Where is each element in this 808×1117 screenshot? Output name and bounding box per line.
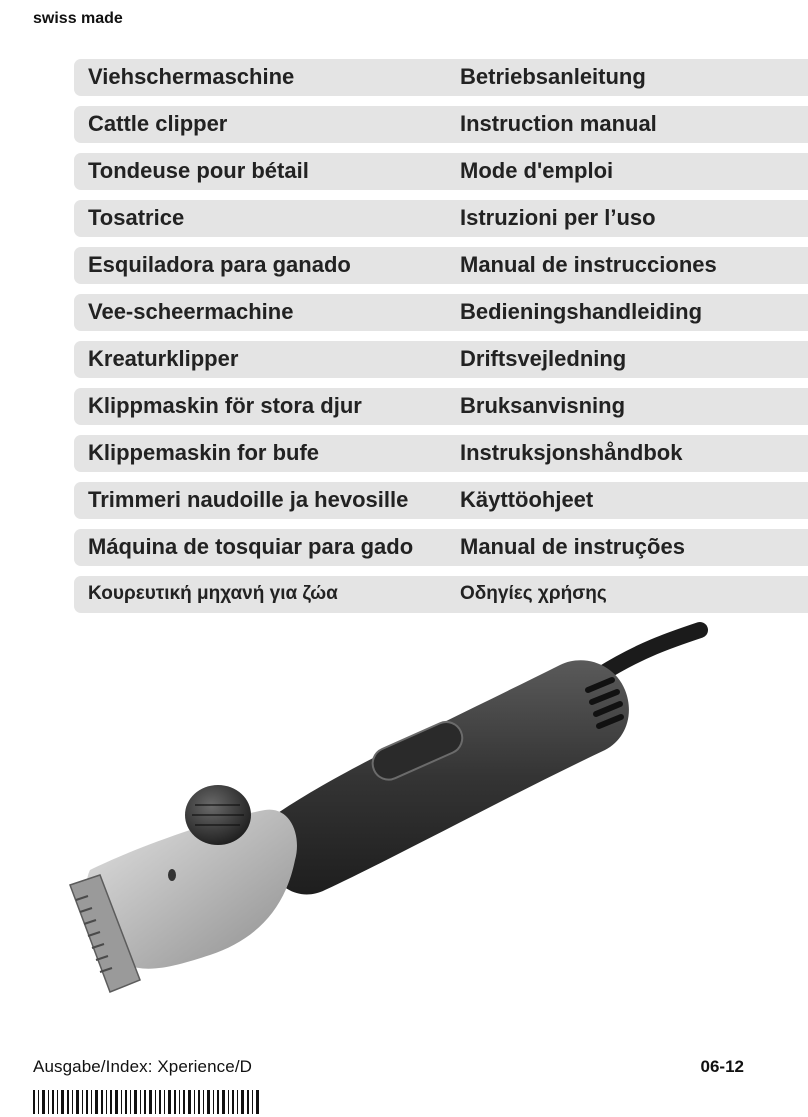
language-row <box>74 247 808 284</box>
swiss-made-label: swiss made <box>33 10 123 27</box>
document-title: Manual de instrucciones <box>460 252 717 277</box>
document-title: Betriebsanleitung <box>460 64 646 89</box>
language-row <box>74 153 808 190</box>
document-title: Instruksjonshåndbok <box>460 440 683 465</box>
document-title: Instruction manual <box>460 111 657 136</box>
oil-hole <box>168 869 176 881</box>
language-title-table <box>74 59 808 623</box>
language-row <box>74 576 808 613</box>
product-name: Máquina de tosquiar para gado <box>88 534 414 559</box>
language-row <box>74 482 808 519</box>
power-cable <box>600 630 700 675</box>
product-name: Viehschermaschine <box>88 64 295 89</box>
language-row <box>74 435 808 472</box>
product-name: Esquiladora para ganado <box>88 252 351 277</box>
language-row <box>74 388 808 425</box>
product-name: Kreaturklipper <box>88 346 239 371</box>
language-row <box>74 294 808 331</box>
document-title: Mode d'emploi <box>460 158 614 183</box>
product-name: Κουρευτική μηχανή για ζώα <box>88 583 338 604</box>
product-name: Trimmeri naudoille ja hevosille <box>88 487 409 512</box>
document-title: Istruzioni per l’uso <box>460 205 656 230</box>
document-title: Οδηγίες χρήσης <box>460 583 607 604</box>
barcode <box>33 1068 261 1114</box>
language-row <box>74 529 808 566</box>
product-name: Cattle clipper <box>88 111 228 136</box>
product-name: Tondeuse pour bétail <box>88 158 309 183</box>
date-code: 06-12 <box>700 1057 744 1076</box>
edition-index: Ausgabe/Index: Xperience/D <box>33 1057 253 1076</box>
language-row <box>74 59 808 96</box>
document-title: Käyttöohjeet <box>460 487 594 512</box>
document-title: Driftsvejledning <box>460 346 627 371</box>
clipper-handle <box>269 660 628 894</box>
document-title: Manual de instruções <box>460 534 685 559</box>
document-title: Bedieningshandleiding <box>460 299 703 324</box>
product-name: Tosatrice <box>88 205 185 230</box>
document-title: Bruksanvisning <box>460 393 626 418</box>
product-name: Klippmaskin för stora djur <box>88 393 362 418</box>
cattle-clipper-photo <box>40 620 740 1040</box>
language-row <box>74 200 808 237</box>
language-row <box>74 106 808 143</box>
product-name: Klippemaskin for bufe <box>88 440 320 465</box>
product-name: Vee-scheermachine <box>88 299 294 324</box>
language-row <box>74 341 808 378</box>
